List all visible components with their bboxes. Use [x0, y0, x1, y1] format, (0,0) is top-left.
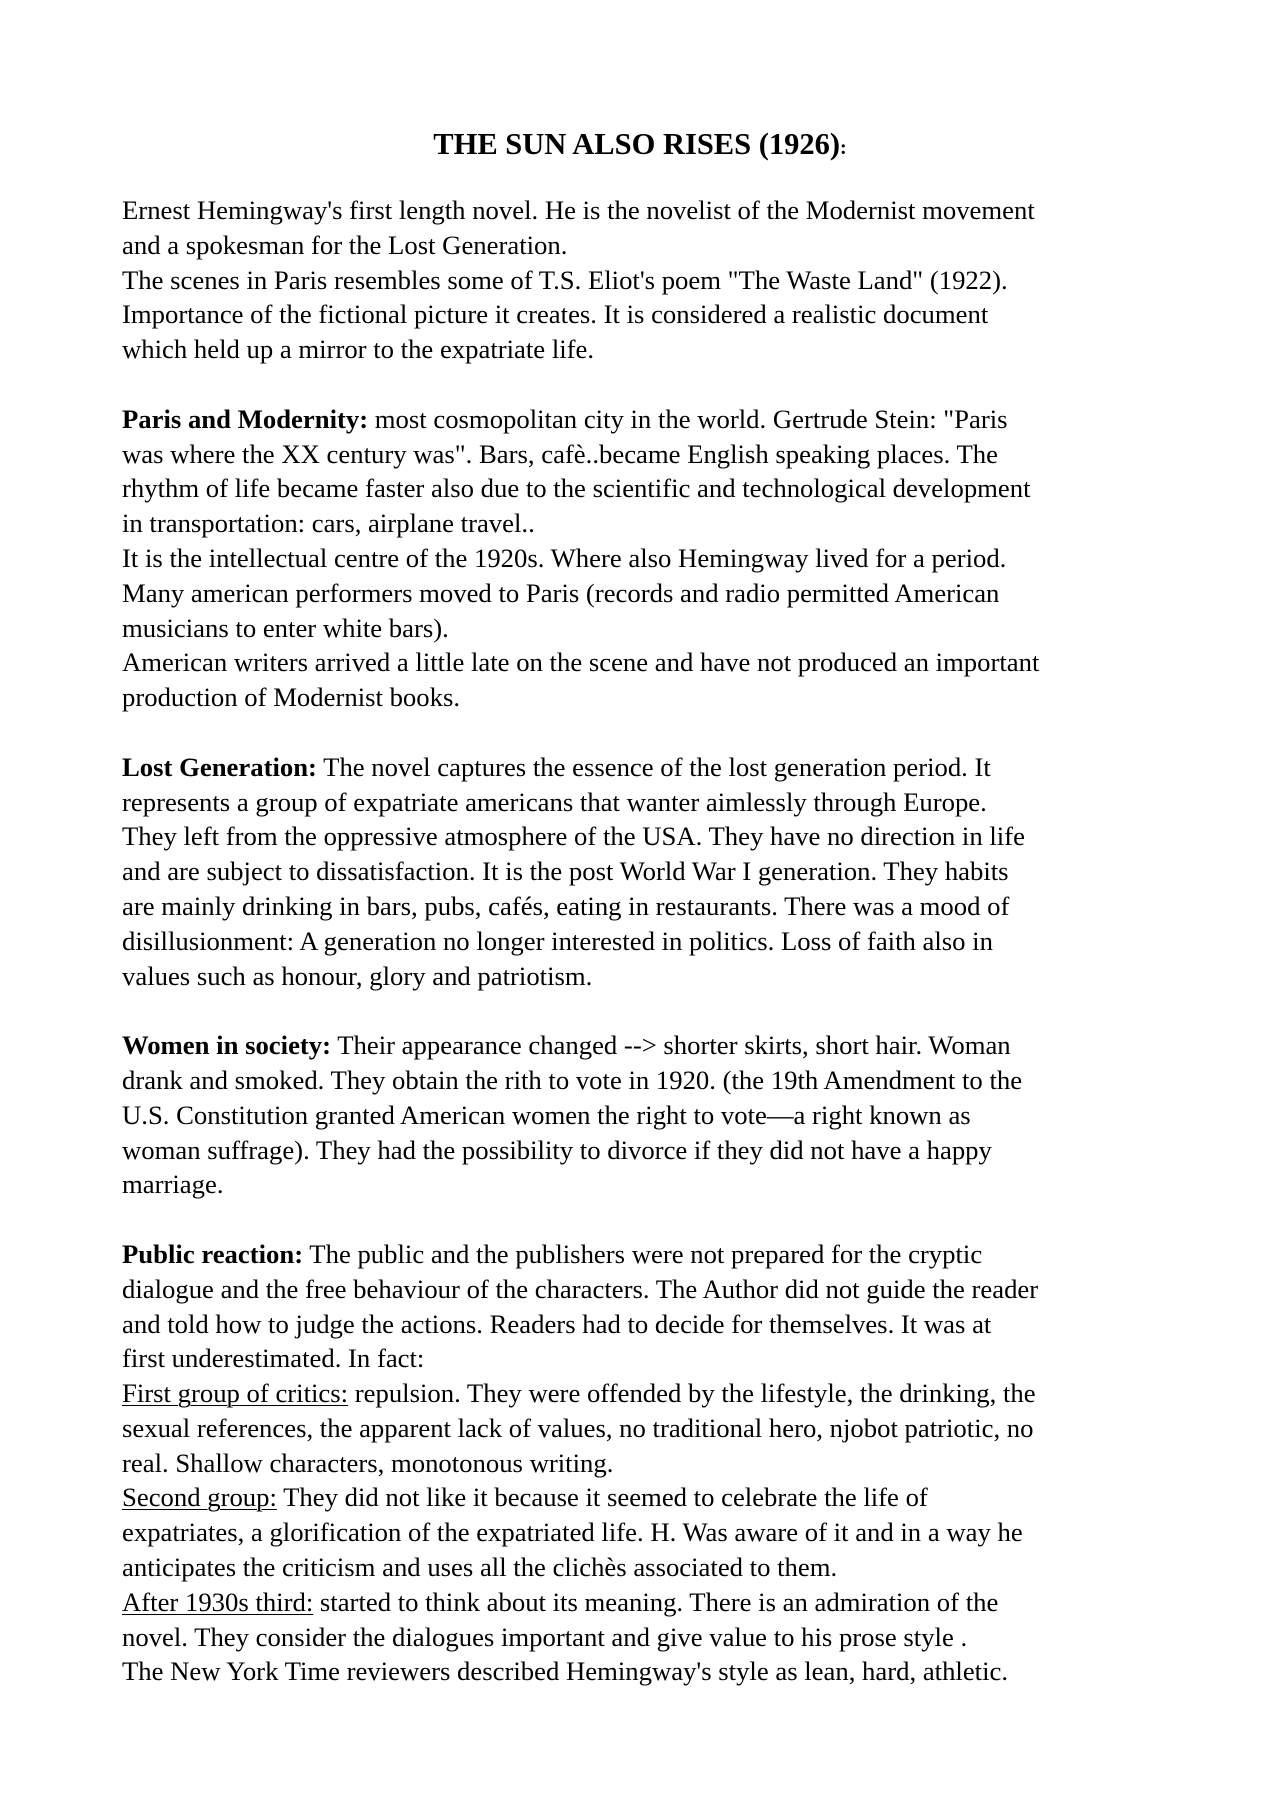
section-heading: Paris and Modernity:	[122, 403, 369, 434]
text-line: values such as honour, glory and patriotism.	[122, 960, 593, 991]
text-line: first underestimated. In fact:	[122, 1343, 425, 1374]
text-line: disillusionment: A generation no longer interested in politics. Loss of faith also in	[122, 925, 993, 956]
text-line: dialogue and the free behaviour of the characters. The Author did not guide the reader	[122, 1273, 1039, 1304]
text-line: woman suffrage). They had the possibility to divorce if they did not have a happy	[122, 1134, 992, 1165]
section-heading: Lost Generation:	[122, 751, 317, 782]
text-line: and are subject to dissatisfaction. It is the post World War I generation. They habits	[122, 856, 1009, 887]
text-line: Ernest Hemingway's first length novel. He is the novelist of the Modernist movement	[122, 195, 1035, 225]
paragraph-gap	[122, 715, 1182, 750]
title-colon: :	[840, 137, 847, 159]
text-line	[122, 1480, 1182, 1515]
text-line: marriage.	[122, 1169, 224, 1200]
text-run: started to think about its meaning. There is an admiration of the	[313, 1586, 999, 1617]
critics-group-label: Second group:	[122, 1482, 277, 1513]
text-line: Many american performers moved to Paris (records and radio permitted American	[122, 577, 1000, 608]
women-in-society-section	[122, 1028, 1182, 1202]
text-line: They left from the oppressive atmosphere of the USA. They have no direction in life	[122, 821, 1025, 852]
text-line: U.S. Constitution granted American women the right to vote—a right known as	[122, 1099, 971, 1130]
text-run: repulsion. They were offended by the lifestyle, the drinking, the	[348, 1378, 1036, 1409]
text-line: which held up a mirror to the expatriate life.	[122, 334, 595, 365]
text-line: American writers arrived a little late on the scene and have not produced an important	[122, 647, 1040, 678]
text-line: real. Shallow characters, monotonous writing.	[122, 1447, 614, 1478]
text-run: Their appearance changed --> shorter skirts, short hair. Woman	[331, 1030, 1011, 1061]
critics-group-label: After 1930s third:	[122, 1586, 314, 1617]
critics-group-label: First group of critics:	[122, 1378, 349, 1409]
text-line: anticipates the criticism and uses all the clichès associated to them.	[122, 1552, 838, 1583]
lost-generation-section	[122, 750, 1182, 994]
paragraph-gap	[122, 1202, 1182, 1237]
text-line: Importance of the fictional picture it creates. It is considered a realistic document	[122, 299, 989, 330]
public-reaction-section	[122, 1237, 1182, 1689]
text-line	[122, 750, 1182, 785]
text-line: represents a group of expatriate americans that wanter aimlessly through Europe.	[122, 786, 987, 817]
text-line: The New York Time reviewers described Hemingway's style as lean, hard, athletic.	[122, 1656, 1009, 1687]
text-line: novel. They consider the dialogues important and give value to his prose style .	[122, 1621, 968, 1652]
text-run: most cosmopolitan city in the world. Gertrude Stein: "Paris	[368, 403, 1008, 434]
text-line: are mainly drinking in bars, pubs, cafés, eating in restaurants. There was a mood of	[122, 890, 1010, 921]
text-line: production of Modernist books.	[122, 682, 461, 713]
section-heading: Public reaction:	[122, 1238, 304, 1269]
text-line: drank and smoked. They obtain the rith to vote in 1920. (the 19th Amendment to the	[122, 1064, 1023, 1095]
text-line	[122, 1376, 1182, 1411]
text-run: They did not like it because it seemed to celebrate the life of	[276, 1482, 928, 1513]
text-line: The scenes in Paris resembles some of T.S. Eliot's poem "The Waste Land" (1922).	[122, 264, 1008, 295]
document-title	[0, 124, 1280, 168]
intro-paragraph	[122, 193, 1182, 367]
paris-modernity-section	[122, 402, 1182, 715]
section-heading: Women in society:	[122, 1030, 332, 1061]
text-line: rhythm of life became faster also due to the scientific and technological development	[122, 473, 1031, 504]
text-line	[122, 1237, 1182, 1272]
text-line: sexual references, the apparent lack of values, no traditional hero, njobot patriotic, no	[122, 1412, 1034, 1443]
paragraph-gap	[122, 993, 1182, 1028]
text-line: and told how to judge the actions. Readers had to decide for themselves. It was at	[122, 1308, 992, 1339]
text-run: The novel captures the essence of the lost generation period. It	[316, 751, 991, 782]
text-line	[122, 402, 1182, 437]
text-line: expatriates, a glorification of the expatriated life. H. Was aware of it and in a way he	[122, 1517, 1023, 1548]
title-text: THE SUN ALSO RISES (1926)	[433, 127, 841, 161]
text-line: It is the intellectual centre of the 1920s. Where also Hemingway lived for a period.	[122, 542, 1007, 573]
text-line	[122, 1585, 1182, 1620]
paragraph-gap	[122, 367, 1182, 402]
text-line: was where the XX century was". Bars, cafè..became English speaking places. The	[122, 438, 998, 469]
text-line	[122, 1028, 1182, 1063]
text-line: musicians to enter white bars).	[122, 612, 449, 643]
text-line: and a spokesman for the Lost Generation.	[122, 229, 568, 260]
text-line: in transportation: cars, airplane travel..	[122, 508, 535, 539]
document-body	[122, 193, 1182, 1689]
text-run: The public and the publishers were not prepared for the cryptic	[303, 1238, 983, 1269]
